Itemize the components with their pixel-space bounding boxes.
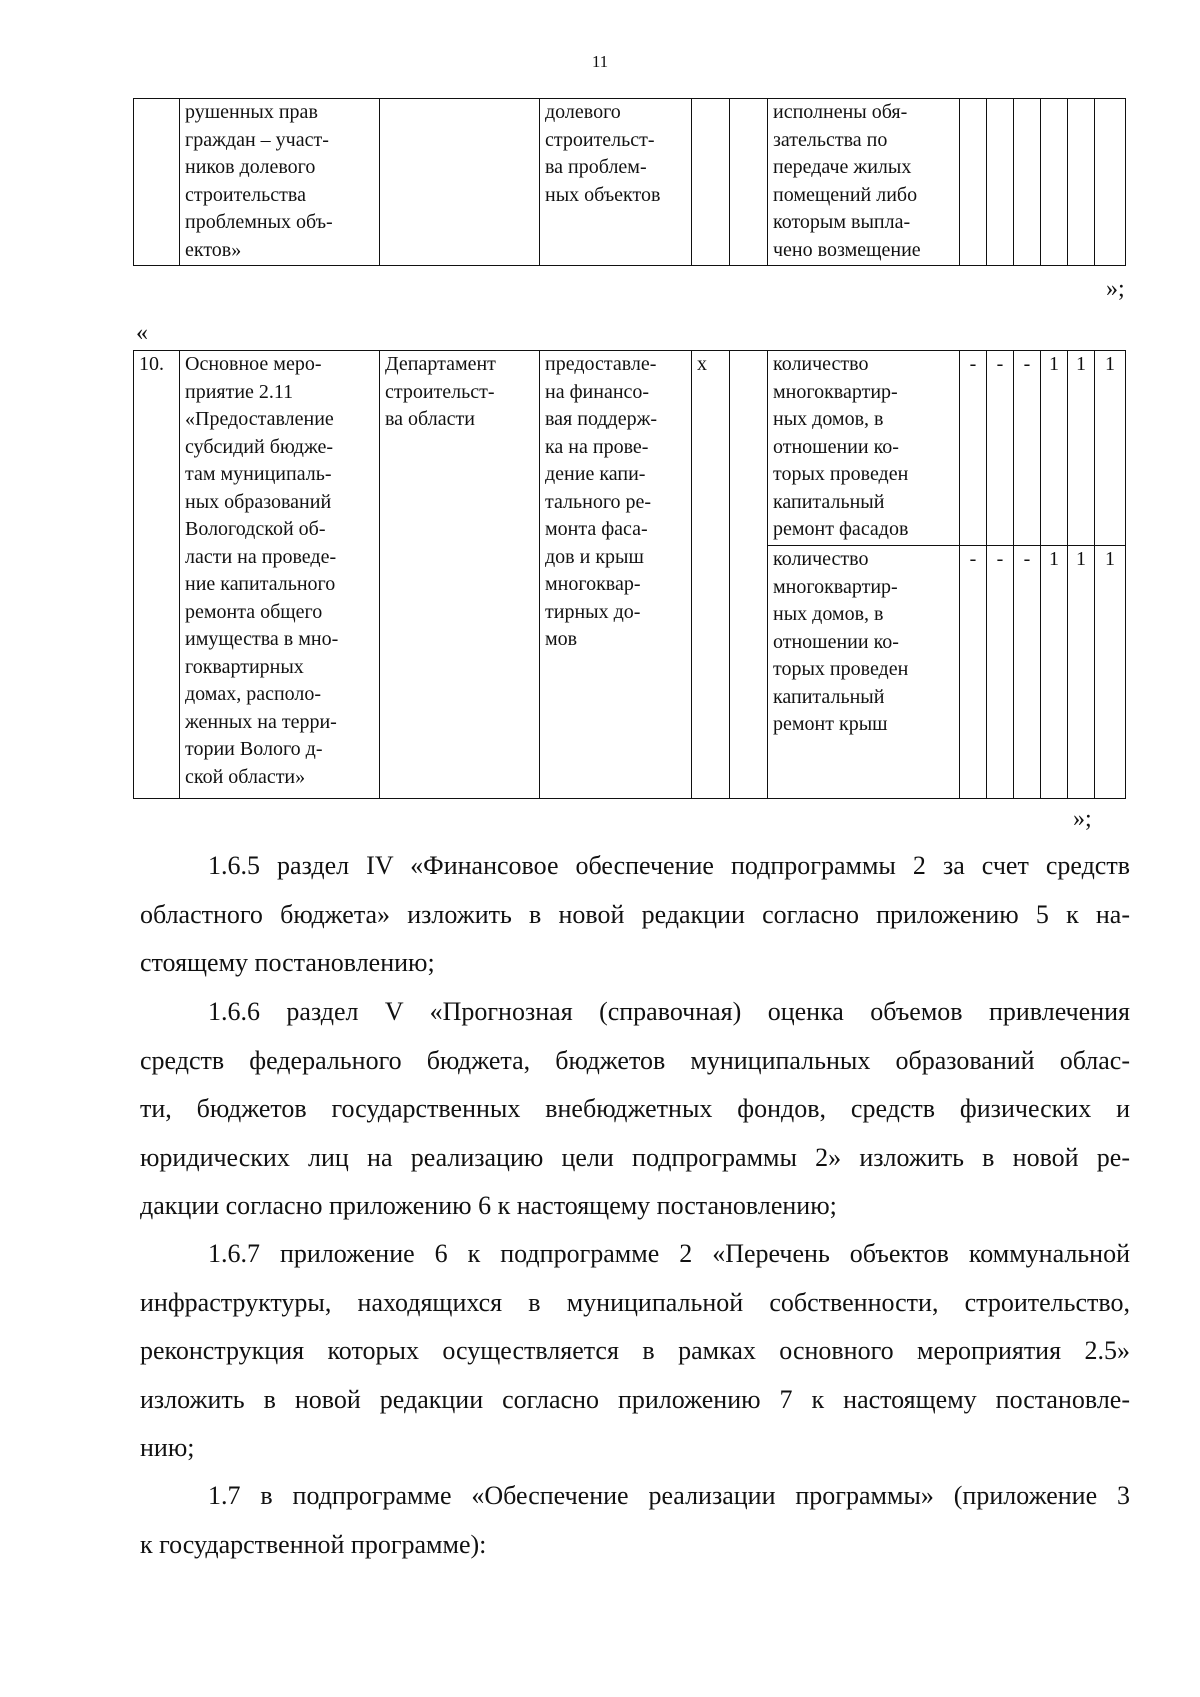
table-cell-value: 1: [1095, 351, 1126, 546]
table-cell-mark: х: [692, 351, 730, 799]
table-cell-value: [960, 99, 987, 266]
table-cell-executor: Департамент строительст- ва области: [380, 351, 540, 799]
table-cell-indicator: исполнены обя- зательства по передаче жилых помещений либо которым выпла- чено возмещение: [768, 99, 960, 266]
table-cell-mark: [692, 99, 730, 266]
table-cell-name: Основное меро- приятие 2.11 «Предоставление субсидий бюдже- там муниципаль- ных образований Вологодской об- ласти на проведе- ние капитального ремонта общего имущества в мно- гоквартирных домах, располо- женных на терри- тории Волого д- ской области»: [180, 351, 380, 799]
table-cell-value: -: [987, 546, 1014, 799]
closing-quote: »;: [1073, 806, 1092, 832]
table-cell-value: [1041, 99, 1068, 266]
table-cell-value: 1: [1068, 351, 1095, 546]
table-cell-executor: [380, 99, 540, 266]
table-cell-value: 1: [1068, 546, 1095, 799]
table-cell-mark: [730, 351, 768, 799]
table-cell-value: -: [1014, 351, 1041, 546]
paragraph-1-6-5: 1.6.5 раздел IV «Финансовое обеспечение подпрограммы 2 за счет средств областного бюджета» изложить в новой редакции согласно приложению 5 к на- стоящему постановлению;: [140, 851, 1130, 977]
table-cell-value: -: [1014, 546, 1041, 799]
table-cell-indicator-roofs: количество многоквартир- ных домов, в отношении ко- торых проведен капитальный ремонт крыш: [768, 546, 960, 799]
table-cell-name: рушенных прав граждан – участ- ников долевого строительства проблемных объ- ектов»: [180, 99, 380, 266]
page-number: 11: [591, 52, 609, 71]
table-cell-result: долевого строительст- ва проблем- ных объектов: [540, 99, 692, 266]
table-cell-value: -: [987, 351, 1014, 546]
table-cell-value: -: [960, 351, 987, 546]
table-cell-value: [987, 99, 1014, 266]
paragraph-1-7: 1.7 в подпрограмме «Обеспечение реализации программы» (приложение 3 к государственной программе):: [140, 1481, 1130, 1559]
table-cell-number: 10.: [134, 351, 180, 799]
table-cell-value: [1014, 99, 1041, 266]
paragraph-1-6-7: 1.6.7 приложение 6 к подпрограмме 2 «Перечень объектов коммунальной инфраструктуры, находящихся в муниципальной собственности, строительство, реконструкция которых осуществляется в рамках основного мероприятия 2.5» изложить в новой редакции согласно приложению 7 к настоящему постановле- нию;: [140, 1239, 1130, 1462]
paragraph-1-6-6: 1.6.6 раздел V «Прогнозная (справочная) оценка объемов привлечения средств федерального бюджета, бюджетов муниципальных образований облас- ти, бюджетов государственных внебюджетных фондов, средств физических и юридических лиц на реализацию цели подпрограммы 2» изложить в новой ре- дакции согласно приложению 6 к настоящему постановлению;: [140, 997, 1130, 1220]
table-cell-value: 1: [1041, 546, 1068, 799]
closing-quote: »;: [1106, 276, 1125, 302]
table-cell-number: [134, 99, 180, 266]
continued-table: [133, 98, 1126, 266]
table-cell-value: [1095, 99, 1126, 266]
activity-table: [133, 350, 1126, 799]
table-cell-value: [1068, 99, 1095, 266]
table-cell-value: 1: [1041, 351, 1068, 546]
opening-quote: «: [136, 320, 148, 346]
table-cell-value: 1: [1095, 546, 1126, 799]
table-cell-mark: [730, 99, 768, 266]
table-cell-result: предоставле- на финансо- вая поддерж- ка на прове- дение капи- тального ре- монта фаса- дов и крыш многоквар- тирных до- мов: [540, 351, 692, 799]
table-cell-value: -: [960, 546, 987, 799]
table-cell-indicator-facades: количество многоквартир- ных домов, в отношении ко- торых проведен капитальный ремонт фасадов: [768, 351, 960, 546]
